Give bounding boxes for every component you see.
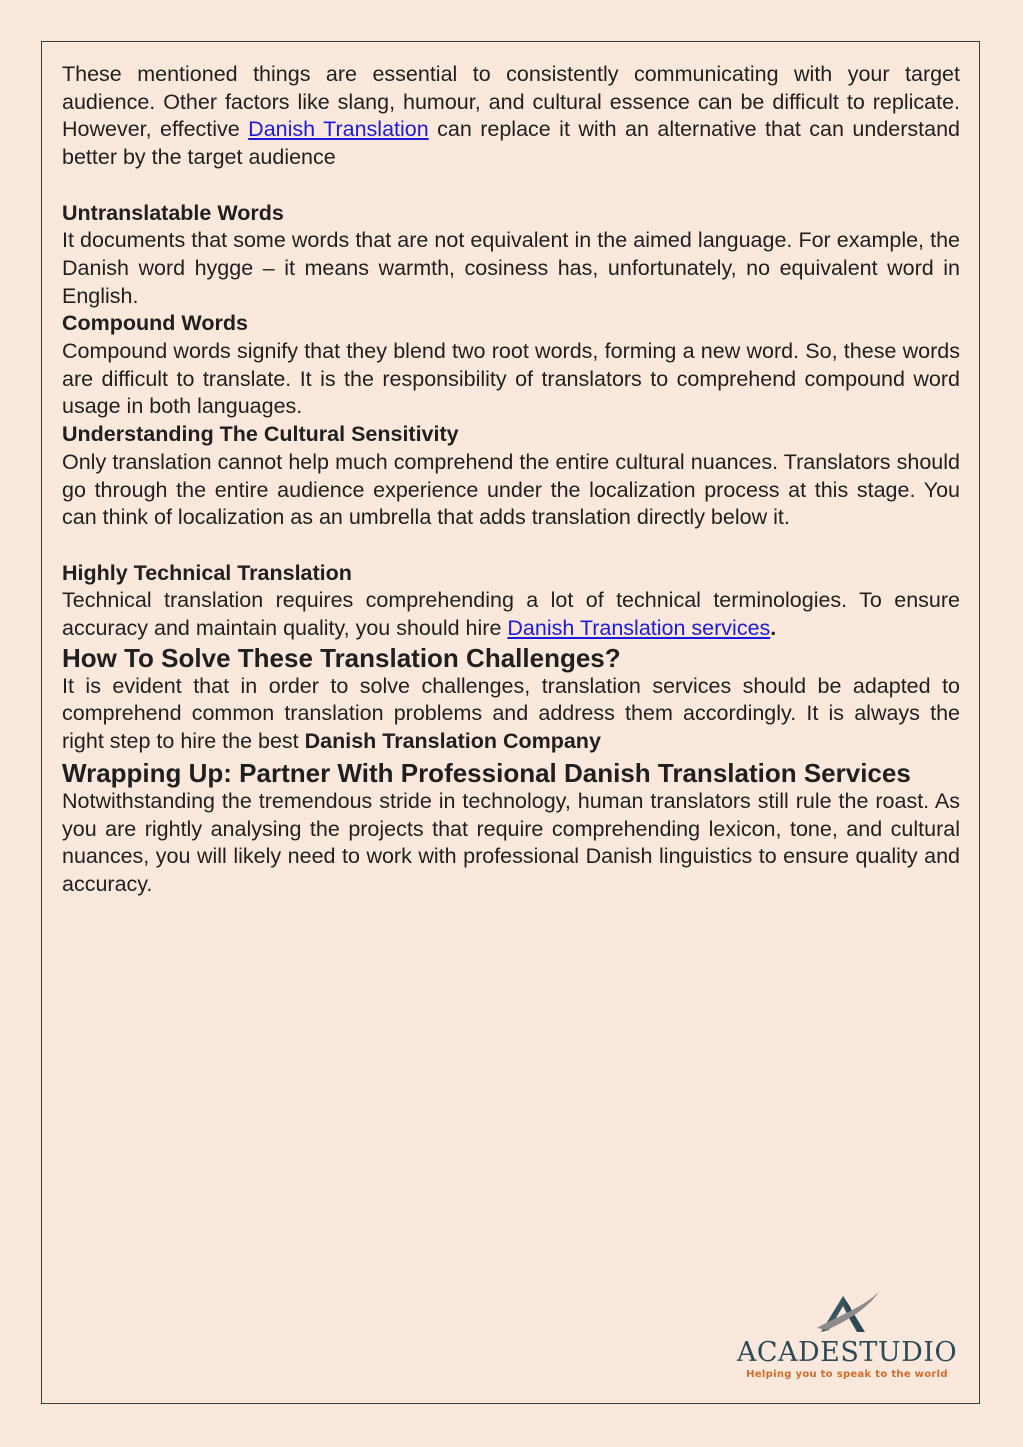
untranslatable-heading: Untranslatable Words xyxy=(62,200,284,225)
cultural-heading: Understanding The Cultural Sensitivity xyxy=(62,422,459,447)
technical-body: Technical translation requires comprehending a lot of technical terminologies. To ensure accuracy and maintain quality, you should hire Danish Translation services. xyxy=(62,588,960,641)
compound-body: Compound words signify that they blend two root words, forming a new word. So, these words are difficult to translate. It is the responsibility of translators to comprehend compound word usage in both languages. xyxy=(62,339,960,419)
untranslatable-body: It documents that some words that are not equivalent in the aimed language. For example, the Danish word hygge – it means warmth, cosiness has, unfortunately, no equivalent word in English. xyxy=(62,228,960,308)
compound-heading: Compound Words xyxy=(62,311,248,336)
wrap-body: Notwithstanding the tremendous stride in technology, human translators still rule the roast. As you are rightly analysing the projects that require comprehending lexicon, tone, and cultural nuances, you will likely need to work with professional Danish linguistics to ensure quality and accuracy. xyxy=(62,788,960,896)
danish-translation-services-link[interactable]: Danish Translation services xyxy=(507,616,771,641)
document-body xyxy=(62,61,960,899)
cultural-body: Only translation cannot help much comprehend the entire cultural nuances. Translators should go through the entire audience experience under the localization process at this stage. You can think of localization as an umbrella that adds translation directly below it. xyxy=(62,449,960,530)
danish-translation-link[interactable]: Danish Translation xyxy=(248,117,429,142)
wrap-heading: Wrapping Up: Partner With Professional Danish Translation Services xyxy=(62,757,911,788)
intro-paragraph: These mentioned things are essential to consistently communicating with your target audience. Other factors like slang, humour, and cultural essence can be difficult to replicate. However, effective Danish Translation can replace it with an alternative that can understand better by the target audience xyxy=(62,62,960,170)
logo-mark-icon xyxy=(813,1288,885,1336)
logo-name: ACADESTUDIO xyxy=(736,1337,958,1368)
acadestudio-logo xyxy=(733,1288,963,1384)
logo-tagline: Helping you to speak to the world xyxy=(746,1369,948,1380)
solve-heading: How To Solve These Translation Challenges? xyxy=(62,642,621,673)
technical-heading: Highly Technical Translation xyxy=(62,560,352,585)
solve-body: It is evident that in order to solve challenges, translation services should be adapted to comprehend common translation problems and address them accordingly. It is always the right step to hire the best Danish Translation Company xyxy=(62,673,960,754)
